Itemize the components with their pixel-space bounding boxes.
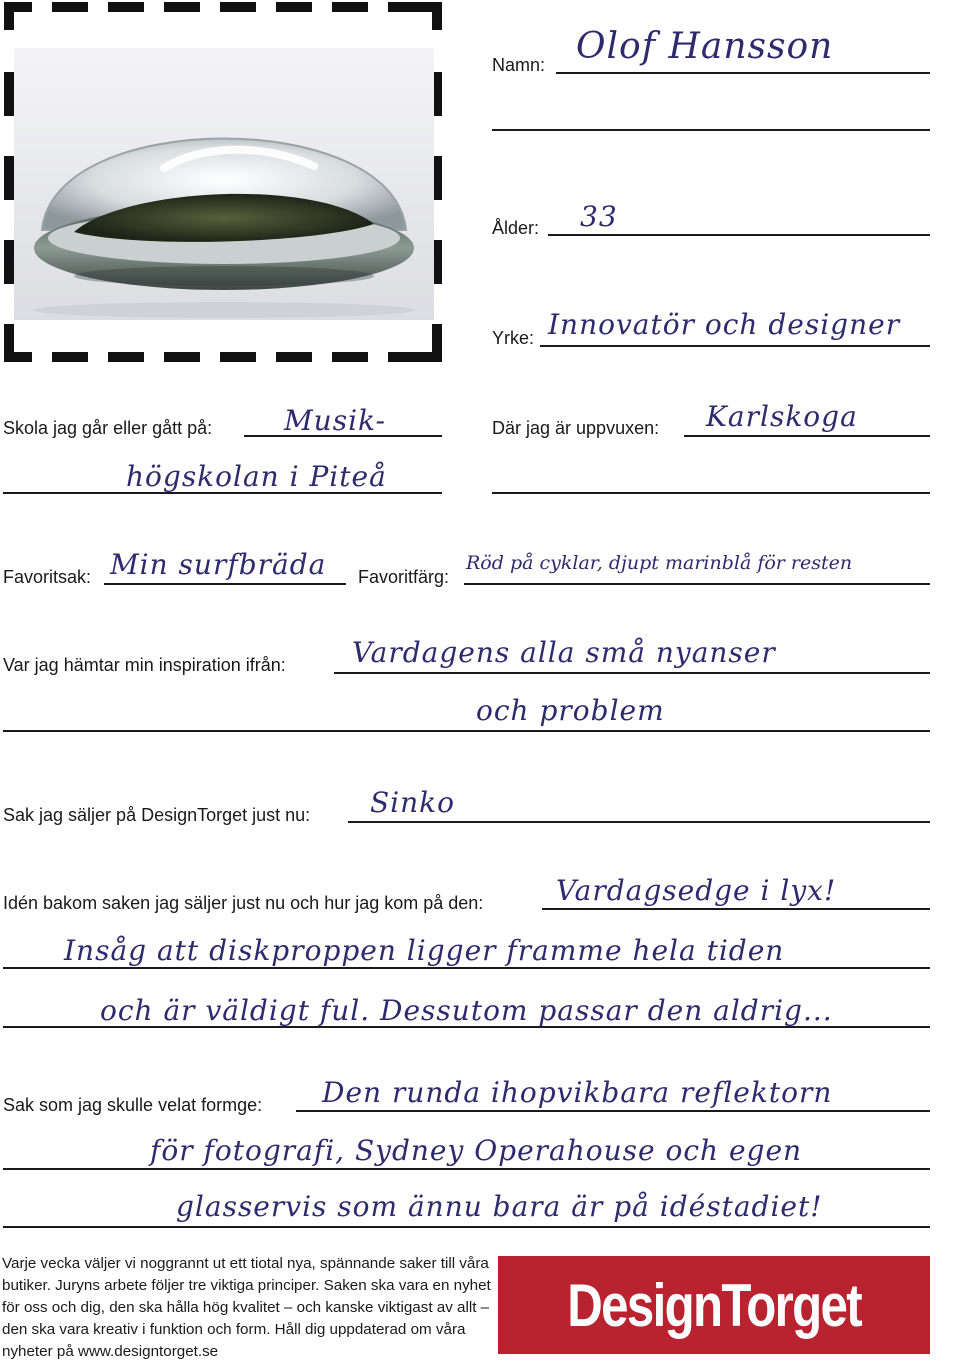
formge-value-3: glasservis som ännu bara är på idéstadiet! xyxy=(176,1190,823,1223)
saljer-label: Sak jag säljer på DesignTorget just nu: xyxy=(3,805,311,825)
favoritsak-label: Favoritsak: xyxy=(3,567,92,587)
inspiration-line xyxy=(334,672,930,674)
saljer-line xyxy=(348,821,930,823)
namn-value: Olof Hansson xyxy=(576,26,834,67)
yrke-line xyxy=(540,345,930,347)
saljer-value: Sinko xyxy=(370,786,455,819)
formge-line-3 xyxy=(3,1226,930,1228)
favoritsak-value: Min surfbräda xyxy=(110,548,327,581)
uppvuxen-label: Där jag är uppvuxen: xyxy=(492,418,660,438)
inspiration-value-1: Vardagens alla små nyanser xyxy=(352,636,776,669)
namn-label: Namn: xyxy=(492,55,546,75)
iden-value-2: Insåg att diskproppen ligger framme hela tiden xyxy=(64,934,785,967)
footer-text: Varje vecka väljer vi noggrannt ut ett tiotal nya, spännande saker till våra butiker. Juryns arbete följer tre viktiga principer. Saken ska vara en nyhet för oss och dig, den ska hålla hög kvalitet – och kanske viktigast av allt – den ska vara kreativ i funktion och form. Håll dig uppdaterad om våra nyheter på www.designtorget.se xyxy=(2,1255,491,1360)
formge-value-2: för fotografi, Sydney Operahouse och egen xyxy=(150,1134,803,1167)
inspiration-value-2: och problem xyxy=(476,694,665,727)
namn-line-2 xyxy=(492,129,930,131)
uppvuxen-line xyxy=(684,435,930,437)
uppvuxen-value: Karlskoga xyxy=(706,400,858,433)
uppvuxen-line-2 xyxy=(492,492,930,494)
designtorget-logo xyxy=(498,1256,930,1354)
alder-value: 33 xyxy=(580,200,618,233)
favoritsak-line xyxy=(104,583,346,585)
alder-line xyxy=(548,234,930,236)
favoritfarg-value: Röd på cyklar, djupt marinblå för resten xyxy=(466,552,853,574)
favoritfarg-line xyxy=(464,583,930,585)
yrke-label: Yrke: xyxy=(492,328,535,348)
inspiration-line-2 xyxy=(3,730,930,732)
iden-value-1: Vardagsedge i lyx! xyxy=(556,874,837,907)
skola-value-1: Musik- xyxy=(284,404,386,437)
photo-frame xyxy=(4,2,442,362)
iden-line xyxy=(542,908,930,910)
product-photo xyxy=(14,48,434,320)
yrke-value: Innovatör och designer xyxy=(548,308,901,341)
inspiration-label: Var jag hämtar min inspiration ifrån: xyxy=(3,655,286,675)
formge-value-1: Den runda ihopvikbara reflektorn xyxy=(322,1076,833,1109)
formge-label: Sak som jag skulle velat formge: xyxy=(3,1095,263,1115)
favoritfarg-label: Favoritfärg: xyxy=(358,567,450,587)
formge-line xyxy=(296,1110,930,1112)
skola-label: Skola jag går eller gått på: xyxy=(3,418,213,438)
alder-label: Ålder: xyxy=(492,218,540,238)
logo-text: DesignTorget xyxy=(567,1271,861,1339)
iden-label: Idén bakom saken jag säljer just nu och hur jag kom på den: xyxy=(3,893,484,913)
formge-line-2 xyxy=(3,1168,930,1170)
skola-value-2: högskolan i Piteå xyxy=(126,460,387,493)
namn-line xyxy=(556,72,930,74)
iden-value-3: och är väldigt ful. Dessutom passar den aldrig... xyxy=(100,994,833,1027)
iden-line-2 xyxy=(3,967,930,969)
